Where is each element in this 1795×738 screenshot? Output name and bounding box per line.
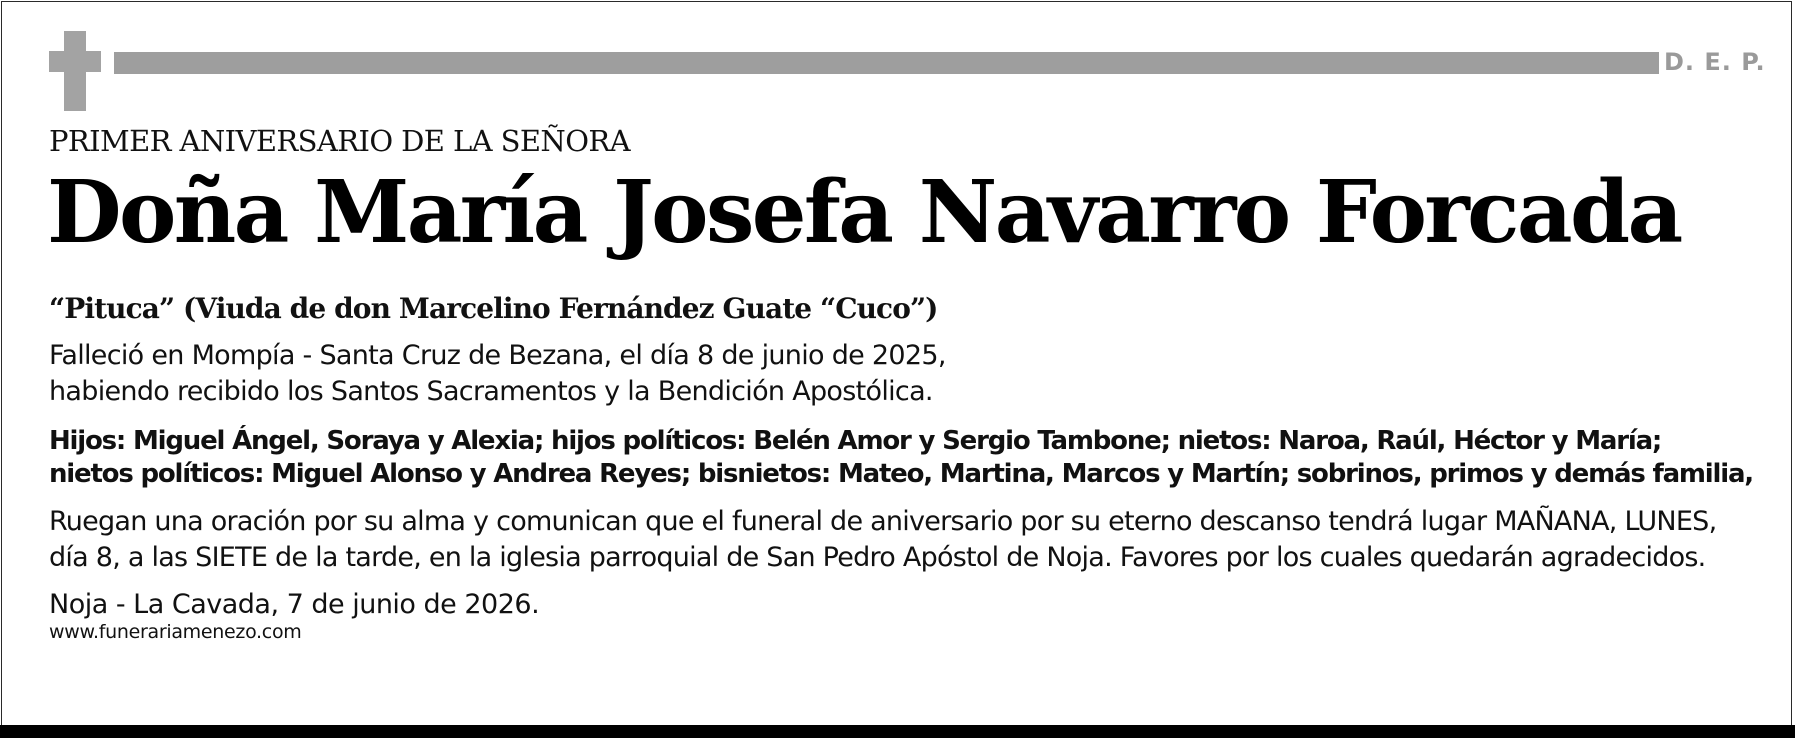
family-line-1: Hijos: Miguel Ángel, Soraya y Alexia; hijos políticos: Belén Amor y Sergio Tambone; nietos: Naroa, Raúl, Héctor y María; (49, 426, 1662, 456)
death-line-2: habiendo recibido los Santos Sacramentos y la Bendición Apostólica. (49, 376, 933, 407)
prayer-line-1: Ruegan una oración por su alma y comunican que el funeral de aniversario por su eterno descanso tendrá lugar MAÑANA, LUNES, (49, 506, 1717, 537)
obituary-card (1, 1, 1792, 725)
place-date: Noja - La Cavada, 7 de junio de 2026. (49, 589, 540, 620)
anniversary-subtitle: PRIMER ANIVERSARIO DE LA SEÑORA (49, 124, 630, 158)
family-line-2: nietos políticos: Miguel Alonso y Andrea Reyes; bisnietos: Mateo, Martina, Marcos y Martín; sobrinos, primos y demás familia, (49, 459, 1753, 489)
dep-label: D. E. P. (1664, 48, 1766, 76)
latin-cross-icon (49, 31, 101, 111)
header-rule (114, 52, 1659, 74)
death-line-1: Falleció en Mompía - Santa Cruz de Bezana, el día 8 de junio de 2025, (49, 340, 946, 371)
nickname-line: “Pituca” (Viuda de don Marcelino Fernández Guate “Cuco”) (49, 292, 938, 325)
prayer-line-2: día 8, a las SIETE de la tarde, en la iglesia parroquial de San Pedro Apóstol de Noja. Favores por los cuales quedarán agradecidos. (49, 542, 1706, 573)
website-link[interactable]: www.funerariamenezo.com (49, 621, 302, 643)
deceased-name: Doña María Josefa Navarro Forcada (47, 162, 1681, 263)
bottom-bar (0, 725, 1795, 738)
